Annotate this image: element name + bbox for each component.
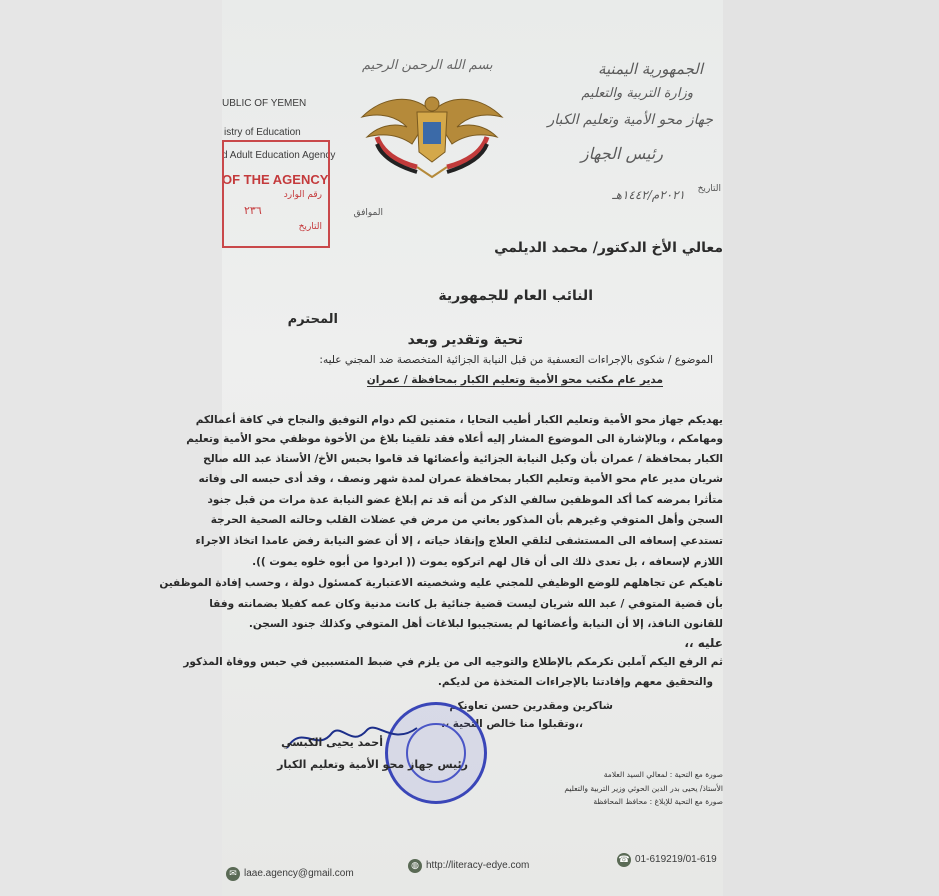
header-ar-line-1: الجمهورية اليمنية — [597, 60, 703, 78]
body-line-3: الكبار بمحافظة / عمران بأن وكيل النيابة الجزائية وأعضائها قد قاموا بحبس الأخ/ الأستاذ عبد الله صالح — [203, 453, 723, 465]
copies-line-2: الأستاذ/ يحيى بدر الدين الحوثي وزير التربية والتعليم — [564, 784, 723, 793]
body-line-7: تستدعي إسعافه الى المستشفى لتلقي العلاج وإنقاذ حياته ، إلا أن عضو النيابة رفض عامدا اتخاذ الاجراء — [195, 535, 723, 547]
body-line-12: عليه ،، — [684, 636, 723, 650]
signature-title: رئيس جهاز محو الأمية وتعليم الكبار — [277, 758, 468, 771]
subject-person: مدير عام مكتب محو الأمية وتعليم الكبار بمحافظة / عمران — [366, 374, 663, 386]
footer-email: laae.agency@gmail.com — [244, 868, 354, 879]
copies-line-3: صورة مع التحية للإبلاغ : محافظ المحافظة — [593, 797, 723, 806]
addressee-title: النائب العام للجمهورية — [438, 288, 593, 304]
ref-label: الموافق — [353, 208, 383, 218]
header-en-line-1: UBLIC OF YEMEN — [222, 98, 307, 109]
stamp-line-2: ٢٣٦ — [244, 204, 262, 217]
globe-icon: ◍ — [408, 859, 422, 873]
body-line-8: اللازم لإسعافه ، بل تعدى ذلك الى أن قال لهم اتركوه يموت (( ابردوا من أبوه خلوه يموت )). — [252, 556, 723, 568]
footer-phone: 01-619219/01-619 — [635, 854, 717, 865]
body-line-2: ومهامكم ، وبالإشارة الى الموضوع المشار إليه أعلاه فقد تلقينا بلاغ من الأخوة موظفي محو الأمية وتعليم — [186, 433, 723, 445]
closing-2: ،،وتقبلوا منا خالص التحية ،، — [441, 718, 583, 730]
body-line-1: يهديكم جهاز محو الأمية وتعليم الكبار أطيب التحايا ، متمنين لكم دوام التوفيق والنجاح في كافة أعمالكم — [195, 414, 723, 426]
date-value: ٢٠٢١م/١٤٤٢هـ — [612, 188, 685, 202]
respected: المحترم — [287, 312, 338, 327]
closing-1: شاكرين ومقدرين حسن تعاونكم — [449, 700, 613, 712]
header-en-line-4: OF THE AGENCY — [222, 172, 329, 187]
body-line-11: للقانون النافذ، إلا أن النيابة وأعضائها لم يستجيبوا لبلاغات أهل المتوفي وكذلك جنود السجن. — [248, 618, 723, 630]
yemen-emblem-icon — [357, 82, 507, 182]
background-left — [0, 0, 222, 896]
addressee: معالي الأخ الدكتور/ محمد الديلمي — [494, 240, 723, 256]
letter-page — [159, 0, 723, 896]
body-line-14: والتحقيق معهم وإفادتنا بالإجراءات المتخذة من لديكم. — [437, 676, 713, 688]
body-line-6: السجن وأهل المتوفي وغيرهم بأن المذكور يعاني من مرض في عضلات القلب وحالته الصحية الحرجة — [210, 514, 723, 526]
stamp-line-3: التاريخ — [298, 222, 322, 232]
body-line-9: ناهيكم عن تجاهلهم للوضع الوظيفي للمجني عليه وشخصيته الاعتبارية كمسئول دولة ، وحسب إفادة الموظفين — [159, 577, 723, 589]
subject: الموضوع / شكوى بالإجراءات التعسفية من قبل النيابة الجزائية المتخصصة ضد المجني عليه: — [319, 354, 713, 366]
header-ar-line-4: رئيس الجهاز — [580, 144, 663, 163]
signature-name: أحمد يحيى الكبسي — [281, 736, 383, 749]
background-right — [723, 0, 939, 896]
date-label: التاريخ — [697, 184, 721, 194]
copies-line-1: صورة مع التحية : لمعالي السيد العلامة — [603, 770, 723, 779]
phone-icon: ☎ — [618, 855, 630, 865]
body-line-10: بأن قضية المتوفي / عبد الله شريان ليست قضية جنائية بل كانت مدنية وكان عمه كفيلا بضمانته وفقا — [209, 598, 723, 610]
header-en-line-2: istry of Education — [224, 127, 301, 138]
stamp-line-1: رقم الوارد — [283, 190, 322, 200]
email-icon: ✉ — [226, 867, 240, 881]
body-line-5: متأثرا بمرضه كما أكد الموظفين سالفي الذكر من أنه قد تم إبلاغ عضو النيابة عدة مرات من قبل جنود — [207, 494, 723, 506]
basmala: بسم الله الرحمن الرحيم — [362, 58, 493, 73]
header-ar-line-2: وزارة التربية والتعليم — [581, 86, 693, 101]
received-stamp — [222, 140, 330, 248]
body-line-4: شريان مدير عام محو الأمية وتعليم الكبار بمحافظة عمران لمدة شهر ونصف ، وقد أدى حبسه الى وفاته — [198, 473, 723, 485]
header-en-line-3: d Adult Education Agency — [222, 150, 336, 161]
body-line-13: ثم الرفع اليكم آملين تكرمكم بالإطلاع والتوجيه الى من يلزم في ضبط المتسببين في حبس ووفاة المذكور — [183, 656, 723, 668]
header-ar-line-3: جهاز محو الأمية وتعليم الكبار — [547, 112, 713, 128]
greeting: تحية وتقدير وبعد — [407, 332, 523, 348]
footer-website: http://literacy-edye.com — [426, 860, 530, 871]
